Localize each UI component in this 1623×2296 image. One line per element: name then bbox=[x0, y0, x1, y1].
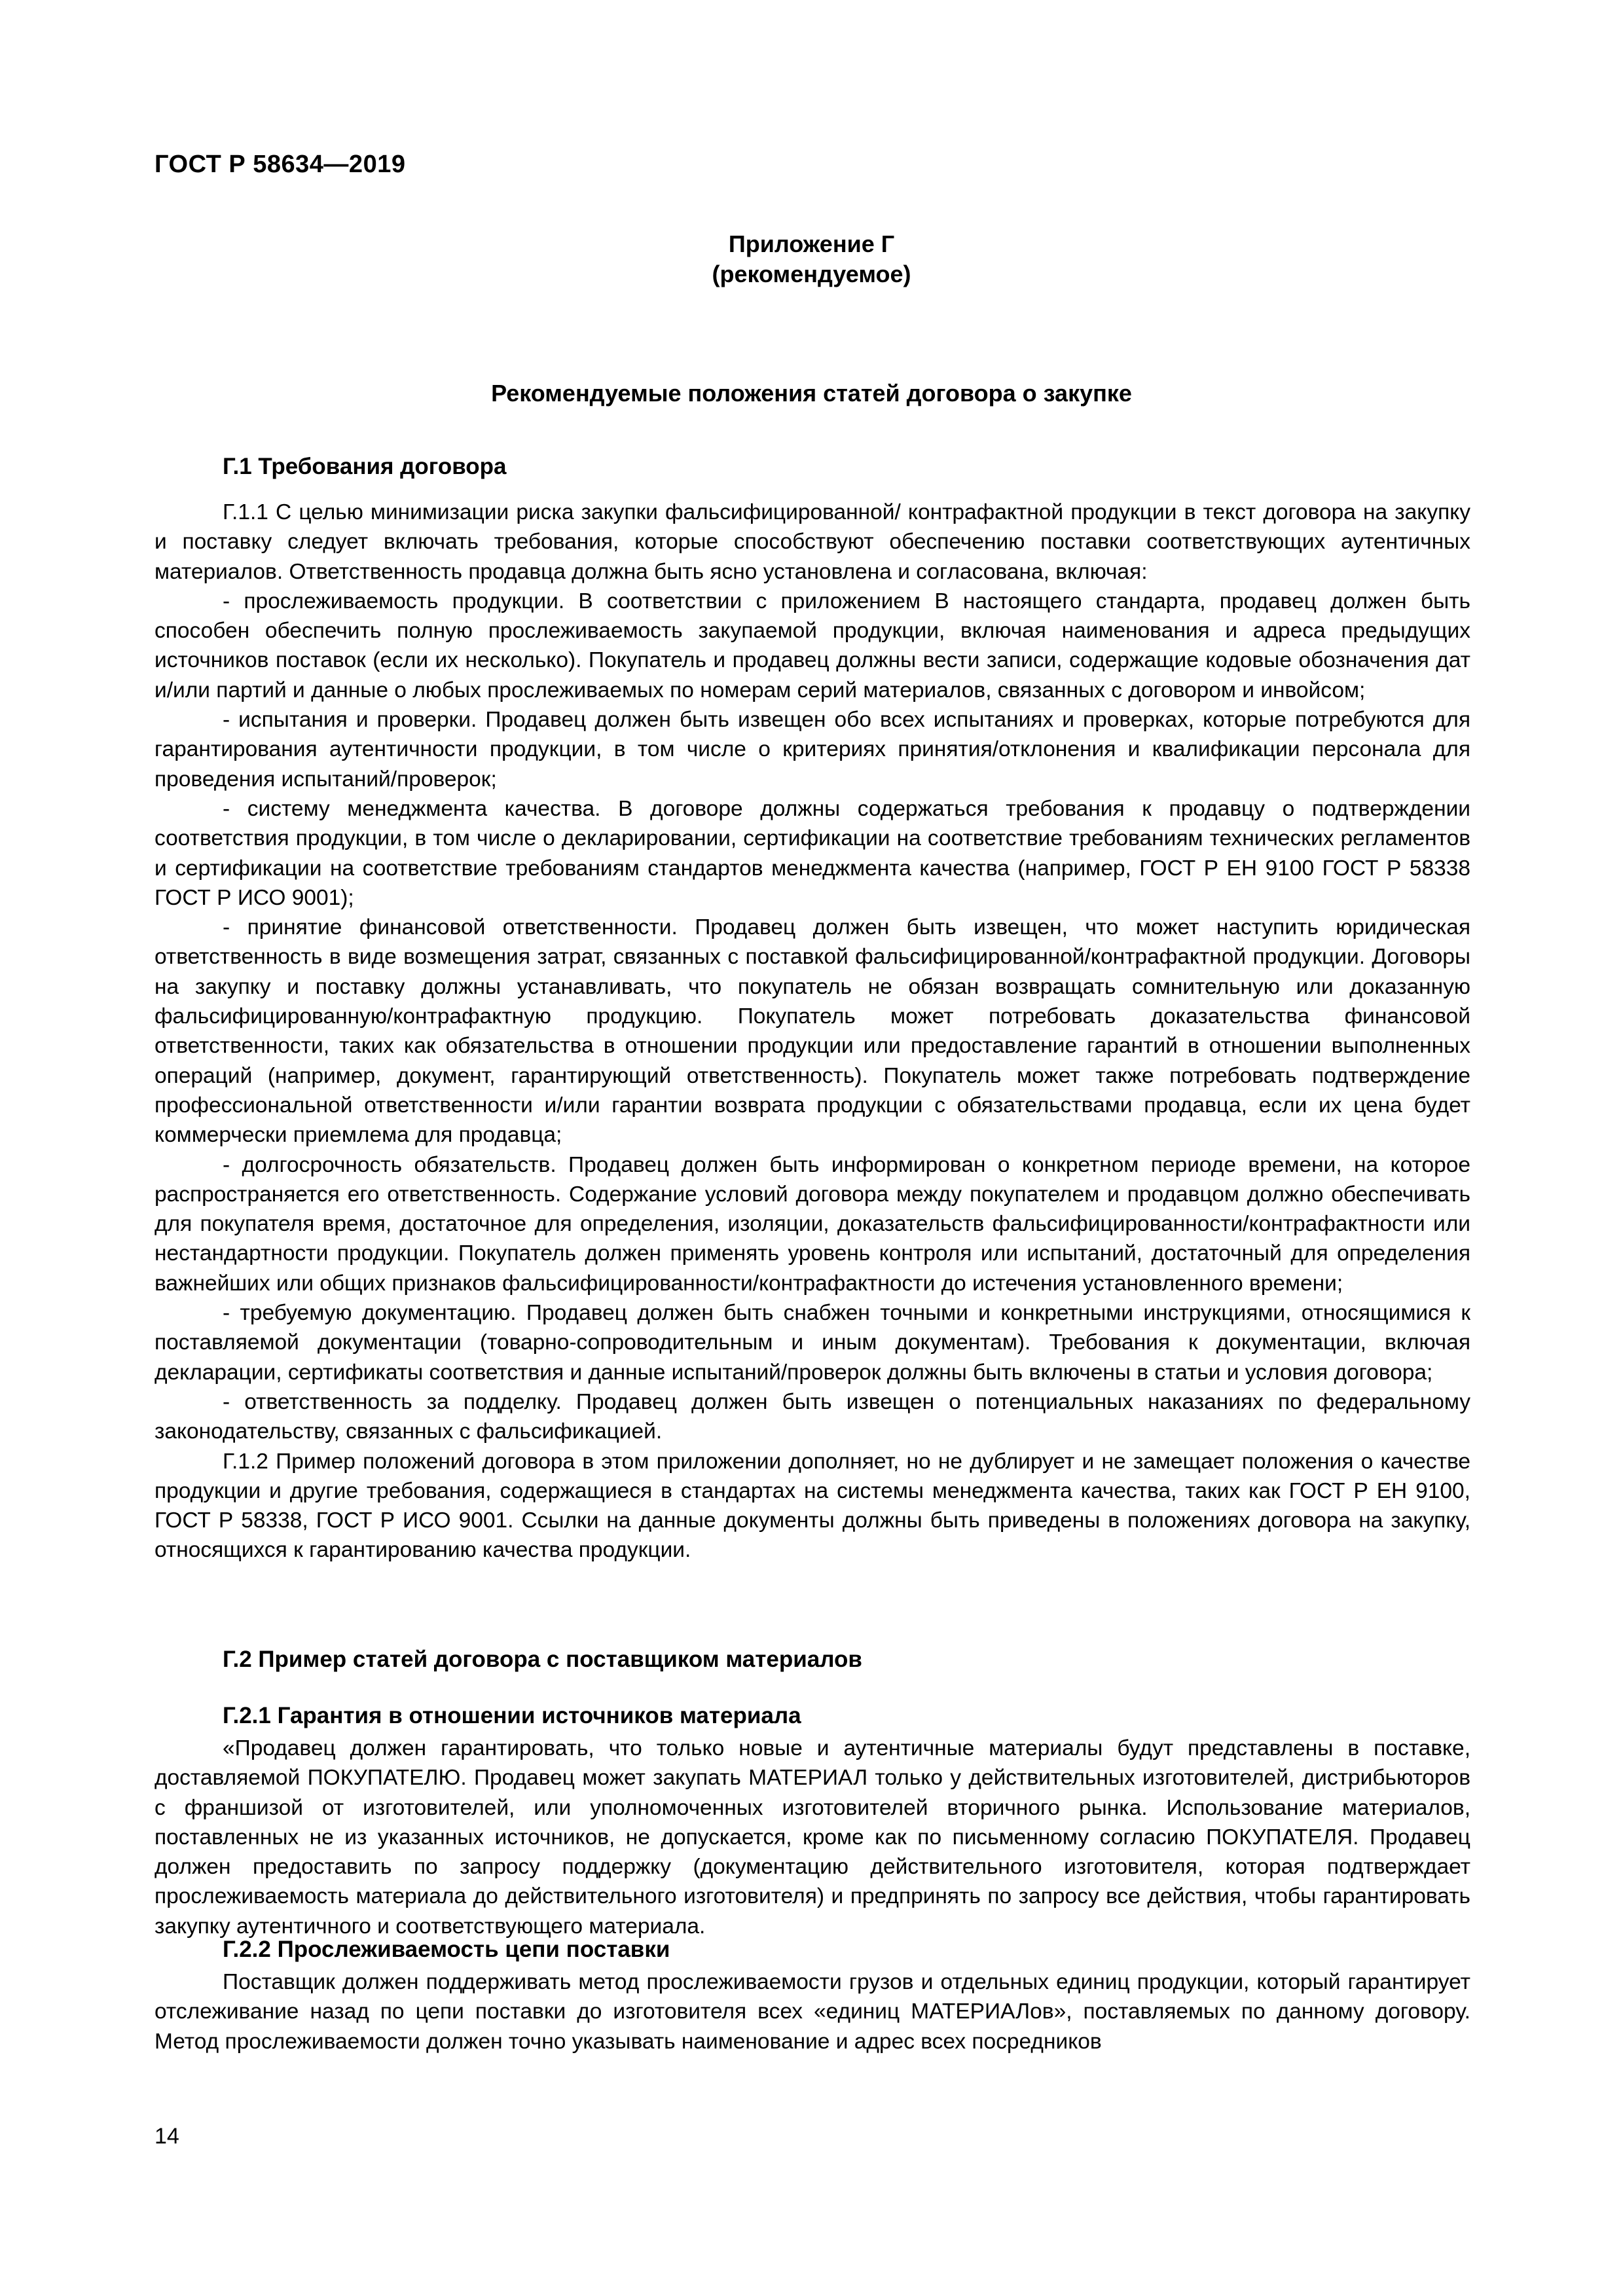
section-g2-heading: Г.2 Пример статей договора с поставщиком материалов bbox=[223, 1647, 862, 1672]
paragraph-g22: Поставщик должен поддерживать метод прослеживаемости грузов и отдельных единиц продукции, который гарантирует отслеживание назад по цепи поставки до изготовителя всех «единиц МАТЕРИАЛов», поставляемых по данному договору. Метод прослеживаемости должен точно указывать наименование и адрес всех посредников bbox=[155, 1970, 1470, 2054]
section-g22-body bbox=[155, 1967, 1470, 2056]
section-g21-body bbox=[155, 1734, 1470, 1941]
list-item-qms: - систему менеджмента качества. В договоре должны содержаться требования к продавцу о подтверждении соответствия продукции, в том числе о декларировании, сертификации на соответствие требованиям технических регламентов и сертификации на соответствие требованиям стандартов менеджмента качества (например, ГОСТ Р ЕН 9100 ГОСТ Р 58338 ГОСТ Р ИСО 9001); bbox=[155, 796, 1470, 910]
appendix-label: Приложение Г bbox=[728, 230, 895, 257]
section-g1-body bbox=[155, 498, 1470, 1565]
list-item-counterfeit-liability: - ответственность за подделку. Продавец должен быть извещен о потенциальных наказаниях по федеральному законодательству, связанных с фальсификацией. bbox=[155, 1389, 1470, 1444]
section-g22-heading: Г.2.2 Прослеживаемость цепи поставки bbox=[223, 1937, 670, 1962]
list-item-traceability: - прослеживаемость продукции. В соответствии с приложением В настоящего стандарта, продавец должен быть способен обеспечить полную прослеживаемость закупаемой продукции, включая наименования и адреса предыдущих источников поставок (если их несколько). Покупатель и продавец должны вести записи, содержащие кодовые обозначения дат и/или партий и данные о любых прослеживаемых по номерам серий материалов, связанных с договором и инвойсом; bbox=[155, 589, 1470, 702]
list-item-financial: - принятие финансовой ответственности. Продавец должен быть извещен, что может наступить юридическая ответственность в виде возмещения затрат, связанных с поставкой фальсифицированной/контрафактной продукции. Договоры на закупку и поставку должны устанавливать, что покупатель не обязан возвращать сомнительную или доказанную фальсифицированную/контрафактную продукцию. Покупатель может потребовать доказательства финансовой ответственности, таких как обязательства в отношении продукции или предоставление гарантий в отношении выполненных операций (например, документ, гарантирующий ответственность). Покупатель может также потребовать подтверждение профессиональной ответственности и/или гарантии возврата продукции с обязательствами продавца, если их цена будет коммерчески приемлема для продавца; bbox=[155, 915, 1470, 1148]
paragraph-g1-1: Г.1.1 С целью минимизации риска закупки фальсифицированной/ контрафактной продукции в текст договора на закупку и поставку следует включать требования, которые способствуют обеспечению поставки соответствующих аутентичных материалов. Ответственность продавца должна быть ясно установлена и согласована, включая: bbox=[155, 500, 1470, 584]
section-g1-heading: Г.1 Требования договора bbox=[223, 454, 507, 479]
paragraph-g1-2: Г.1.2 Пример положений договора в этом приложении дополняет, но не дублирует и не замещает положения о качестве продукции и другие требования, содержащиеся в стандартах на системы менеджмента качества, таких как ГОСТ Р ЕН 9100, ГОСТ Р 58338, ГОСТ Р ИСО 9001. Ссылки на данные документы должны быть приведены в положениях договора на закупку, относящихся к гарантированию качества продукции. bbox=[155, 1449, 1470, 1563]
list-item-documentation: - требуемую документацию. Продавец должен быть снабжен точными и конкретными инструкциями, относящимися к поставляемой документации (товарно-сопроводительным и иным документам). Требования к документации, включая декларации, сертификаты соответствия и данные испытаний/проверок должны быть включены в статьи и условия договора; bbox=[155, 1301, 1470, 1385]
list-item-testing: - испытания и проверки. Продавец должен быть извещен обо всех испытаниях и проверках, которые потребуются для гарантирования аутентичности продукции, в том числе о критериях принятия/отклонения и квалификации персонала для проведения испытаний/проверок; bbox=[155, 708, 1470, 792]
appendix-status: (рекомендуемое) bbox=[712, 261, 911, 287]
page-number: 14 bbox=[155, 2124, 179, 2149]
document-number: ГОСТ Р 58634—2019 bbox=[155, 151, 406, 178]
appendix-title: Рекомендуемые положения статей договора о закупке bbox=[491, 380, 1132, 407]
section-g21-heading: Г.2.1 Гарантия в отношении источников материала bbox=[223, 1703, 801, 1728]
paragraph-g21: «Продавец должен гарантировать, что только новые и аутентичные материалы будут представлены в поставке, доставляемой ПОКУПАТЕЛЮ. Продавец может закупать МАТЕРИАЛ только у действительных изготовителей, дистрибьюторов с франшизой от изготовителей, или уполномоченных изготовителей вторичного рынка. Использование материалов, поставленных не из указанных источников, не допускается, кроме как по письменному согласию ПОКУПАТЕЛЯ. Продавец должен предоставить по запросу поддержку (документацию действительного изготовителя, которая подтверждает прослеживаемость материала до действительного изготовителя) и предпринять по запросу все действия, чтобы гарантировать закупку аутентичного и соответствующего материала. bbox=[155, 1736, 1470, 1939]
list-item-longevity: - долгосрочность обязательств. Продавец должен быть информирован о конкретном периоде времени, на которое распространяется его ответственность. Содержание условий договора между покупателем и продавцом должно обеспечивать для покупателя время, достаточное для определения, изоляции, доказательств фальсифицированности/контрафактности или нестандартности продукции. Покупатель должен применять уровень контроля или испытаний, достаточный для определения важнейших или общих признаков фальсифицированности/контрафактности до истечения установленного времени; bbox=[155, 1152, 1470, 1296]
